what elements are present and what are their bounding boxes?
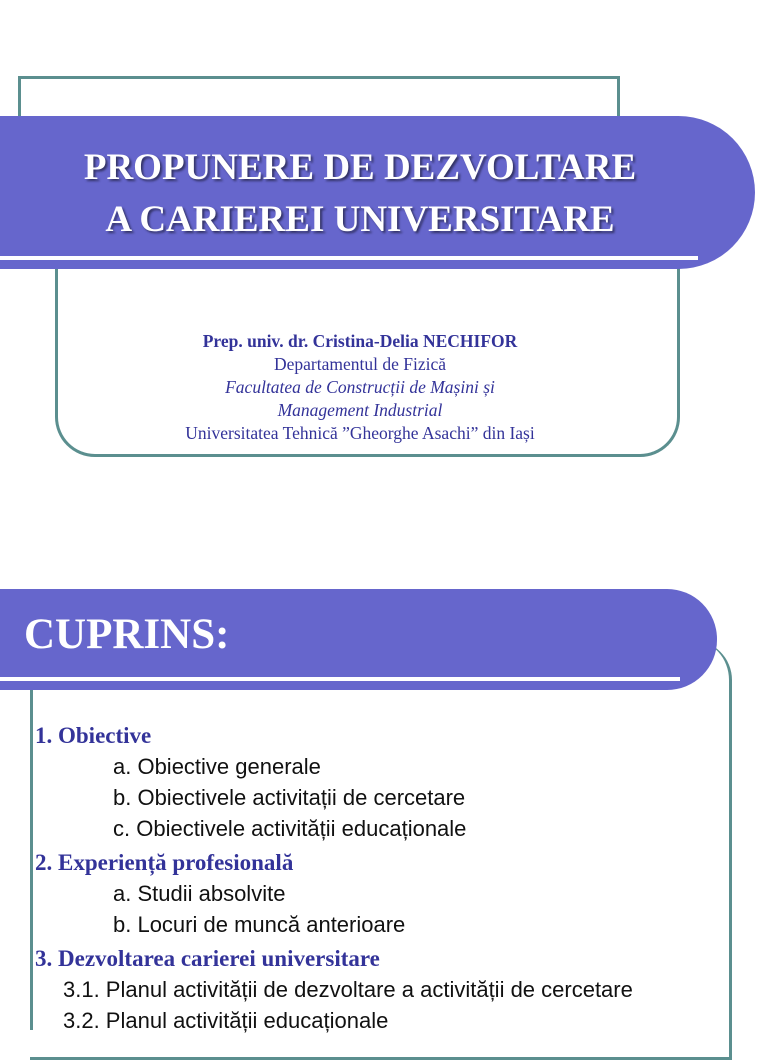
toc-section-1: 1. Obiective [35, 723, 152, 748]
slide2-heading: CUPRINS: [24, 611, 230, 658]
toc-item-1a: a. Obiective generale [113, 754, 321, 779]
faculty-line-1: Facultatea de Construcții de Mașini și [225, 377, 495, 397]
department: Departamentul de Fizică [273, 354, 446, 374]
slide1-title [0, 142, 720, 246]
toc-item-2a: a. Studii absolvite [113, 881, 286, 906]
faculty-line-2: Management Industrial [277, 400, 443, 420]
toc-section-3: 3. Dezvoltarea carierei universitare [35, 946, 380, 971]
author-block [60, 330, 660, 445]
slide2-frame-left [30, 690, 33, 1030]
toc-item-1b: b. Obiectivele activitații de cercetare [113, 785, 466, 810]
slide2-banner-divider [0, 677, 680, 681]
table-of-contents [35, 720, 735, 1036]
university: Universitatea Tehnică ”Gheorghe Asachi” din Iași [185, 423, 535, 443]
slide1-banner-divider [0, 256, 698, 260]
toc-item-3-2: 3.2. Planul activității educaționale [63, 1008, 389, 1033]
author-name: Prep. univ. dr. Cristina-Delia NECHIFOR [202, 331, 518, 351]
title-line-2: A CARIEREI UNIVERSITARE [105, 199, 615, 240]
toc-section-2: 2. Experiență profesională [35, 850, 294, 875]
title-line-1: PROPUNERE DE DEZVOLTARE [83, 147, 637, 188]
toc-item-2b: b. Locuri de muncă anterioare [113, 912, 406, 937]
toc-item-1c: c. Obiectivele activității educaționale [113, 816, 467, 841]
toc-item-3-1: 3.1. Planul activității de dezvoltare a activității de cercetare [63, 977, 633, 1002]
